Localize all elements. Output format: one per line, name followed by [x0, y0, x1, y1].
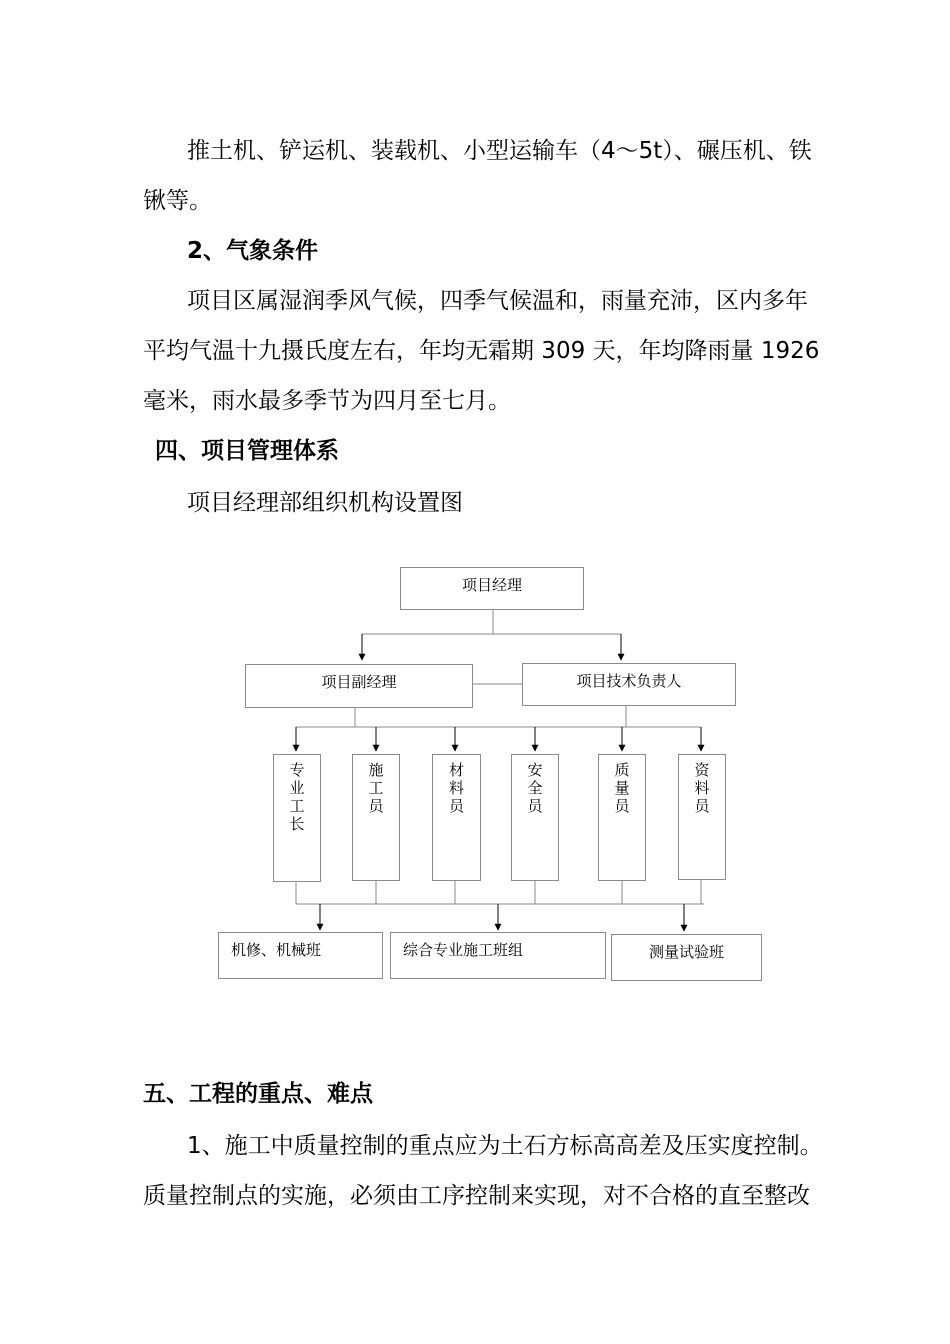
node-deputy-manager: 项目副经理 [245, 664, 473, 708]
node-tech-lead: 项目技术负责人 [522, 663, 736, 706]
key-points-line-1: 1、施工中质量控制的重点应为土石方标高高差及压实度控制。 [187, 1133, 823, 1159]
equipment-line-1: 推土机、铲运机、装载机、小型运输车（4～5t）、碾压机、铁 [187, 138, 812, 164]
key-points-line-2: 质量控制点的实施，必须由工序控制来实现，对不合格的直至整改 [143, 1183, 810, 1209]
section-4-heading: 四、项目管理体系 [155, 438, 339, 464]
equipment-line-2: 锹等。 [143, 188, 212, 214]
climate-line-1: 项目区属湿润季风气候，四季气候温和，雨量充沛，区内多年 [187, 288, 808, 314]
node-materials: 材料员 [432, 754, 481, 881]
node-general-team: 综合专业施工班组 [390, 932, 606, 979]
climate-heading: 2、气象条件 [187, 238, 319, 264]
node-documents: 资料员 [678, 754, 726, 880]
climate-line-3: 毫米，雨水最多季节为四月至七月。 [143, 388, 511, 414]
node-mechanical-team: 机修、机械班 [218, 932, 383, 979]
node-foreman: 专业工长 [273, 754, 321, 882]
org-chart-caption: 项目经理部组织机构设置图 [187, 490, 463, 516]
node-safety: 安全员 [511, 754, 559, 881]
node-survey-team: 测量试验班 [611, 934, 762, 981]
section-5-heading: 五、工程的重点、难点 [143, 1081, 373, 1107]
node-project-manager: 项目经理 [400, 567, 584, 610]
node-constructor: 施工员 [352, 754, 400, 881]
climate-line-2: 平均气温十九摄氏度左右，年均无霜期 309 天，年均降雨量 1926 [143, 338, 820, 364]
node-quality: 质量员 [598, 754, 646, 881]
